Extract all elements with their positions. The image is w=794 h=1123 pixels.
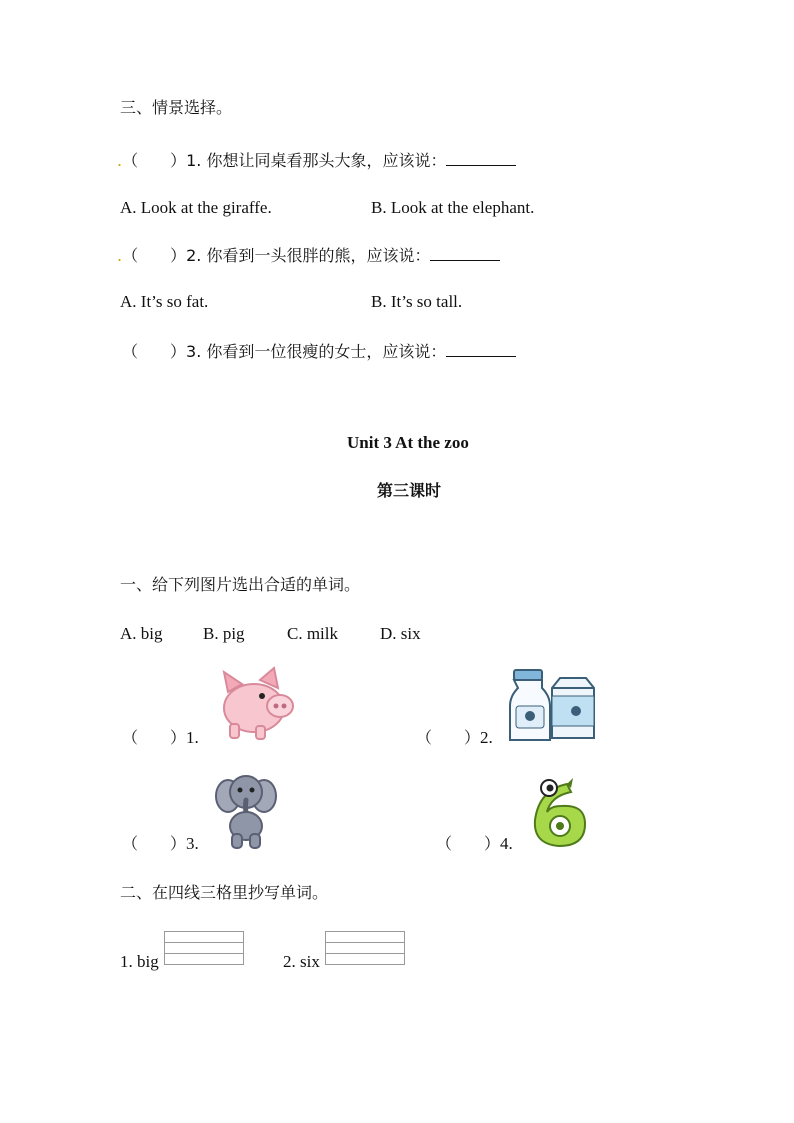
- milk-icon: [508, 666, 598, 744]
- number-six-icon: [527, 776, 593, 850]
- word-option-d: D. six: [380, 624, 421, 643]
- answer-blank[interactable]: [430, 244, 500, 261]
- answer-paren[interactable]: （ ）: [122, 151, 187, 170]
- item-number: 2.: [480, 728, 493, 747]
- picture-item-4: [436, 834, 513, 854]
- q2-option-b: B. It’s so tall.: [371, 292, 463, 311]
- part1-heading: 一、给下列图片选出合适的单词。: [120, 575, 361, 594]
- answer-paren[interactable]: （ ）: [122, 834, 187, 853]
- question-3: [122, 340, 516, 362]
- word-option-a: A. big: [120, 624, 163, 643]
- word-option-b: B. pig: [203, 624, 245, 643]
- answer-paren[interactable]: （ ）: [122, 728, 187, 747]
- copy-word-2: 2. six: [283, 952, 320, 971]
- q2-option-a: A. It’s so fat.: [120, 292, 209, 311]
- picture-item-1: [122, 728, 199, 748]
- section3-heading: 三、情景选择。: [120, 98, 233, 117]
- word-option-c: C. milk: [287, 624, 339, 643]
- item-number: 1.: [186, 728, 199, 747]
- answer-blank[interactable]: [446, 340, 516, 357]
- question-text: 2. 你看到一头很胖的熊，应该说：: [186, 246, 431, 265]
- question-text: 1. 你想让同桌看那头大象，应该说：: [186, 151, 447, 170]
- lesson-title: 第三课时: [377, 481, 442, 500]
- answer-paren[interactable]: （ ）: [122, 342, 187, 361]
- answer-paren[interactable]: （ ）: [416, 728, 481, 747]
- pig-icon: [216, 666, 298, 742]
- answer-blank[interactable]: [446, 149, 516, 166]
- marker-dot: .: [117, 246, 123, 265]
- question-2: [117, 244, 500, 266]
- question-1: [117, 149, 516, 171]
- item-number: 4.: [500, 834, 513, 853]
- q1-option-a: A. Look at the giraffe.: [120, 198, 272, 217]
- unit-title: Unit 3 At the zoo: [347, 433, 469, 452]
- part2-heading: 二、在四线三格里抄写单词。: [120, 883, 329, 902]
- copy-word-1: 1. big: [120, 952, 159, 971]
- question-text: 3. 你看到一位很瘦的女士，应该说：: [186, 342, 447, 361]
- elephant-icon: [214, 770, 278, 850]
- four-line-grid-1[interactable]: [164, 931, 244, 965]
- marker-dot: .: [117, 151, 123, 170]
- four-line-grid-2[interactable]: [325, 931, 405, 965]
- picture-item-2: [416, 728, 493, 748]
- item-number: 3.: [186, 834, 199, 853]
- answer-paren[interactable]: （ ）: [122, 246, 187, 265]
- picture-item-3: [122, 834, 199, 854]
- answer-paren[interactable]: （ ）: [436, 834, 501, 853]
- q1-option-b: B. Look at the elephant.: [371, 198, 535, 217]
